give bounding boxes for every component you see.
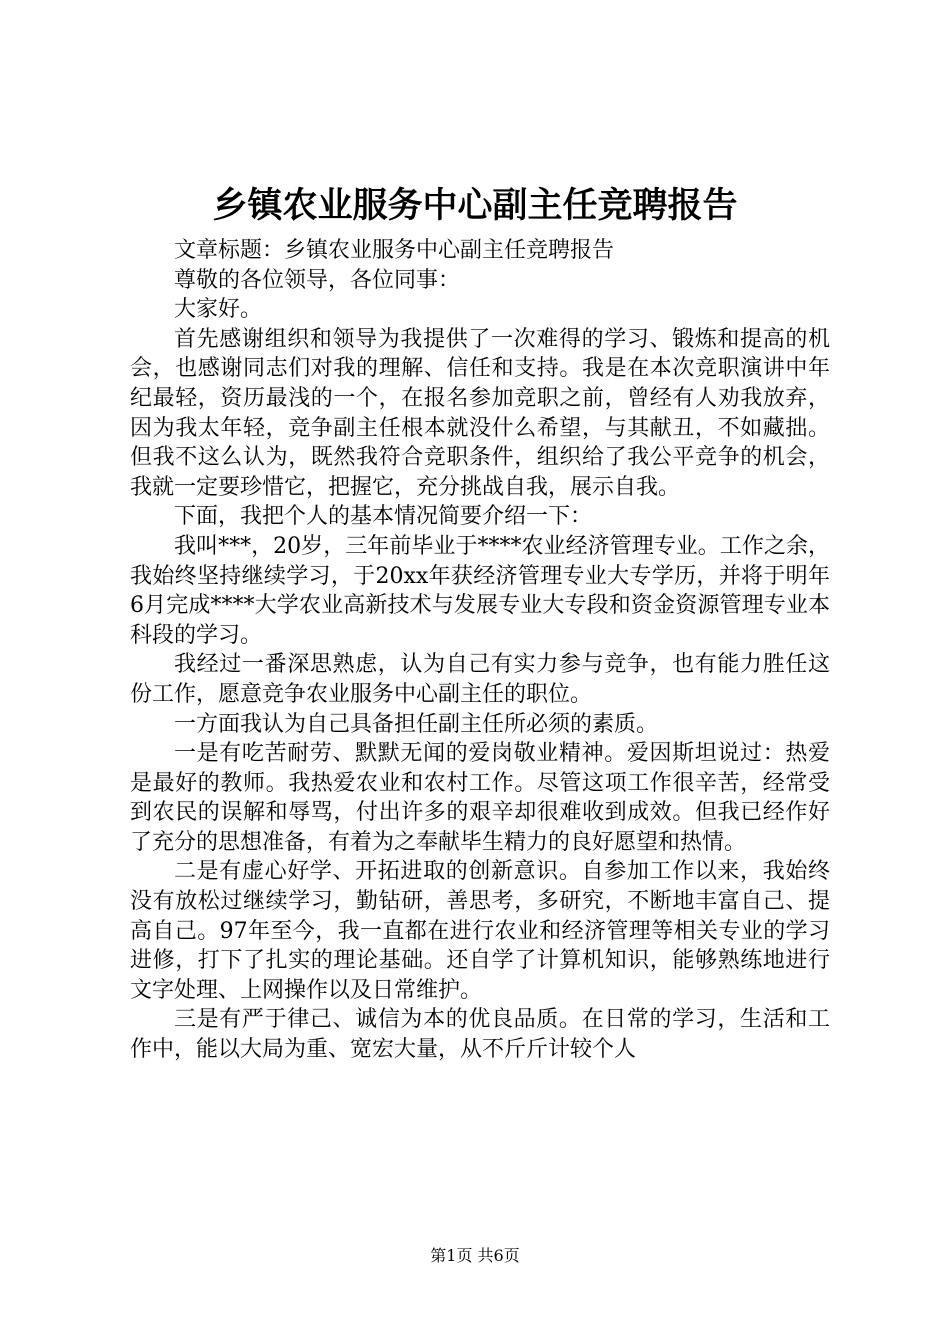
paragraph-greeting: 大家好。 bbox=[174, 297, 263, 323]
paragraph-point-two: 二是有虚心好学、开拓进取的创新意识。自参加工作以来，我始终没有放松过继续学习，勤钻研，善思考，多研究，不断地丰富自己、提高自己。97年至今，我一直都在进行农业和经济管理等相关专业的学习进修，打下了扎实的理论基础。还自学了计算机知识，能够熟练地进行文字处理、上网操作以及日常维护。 bbox=[130, 859, 830, 1003]
document-body bbox=[130, 236, 830, 1065]
paragraph-point-three: 三是有严于律己、诚信为本的优良品质。在日常的学习，生活和工作中，能以大局为重、宽宏大量，从不斤斤计较个人 bbox=[130, 1007, 830, 1063]
paragraph-thanks: 首先感谢组织和领导为我提供了一次难得的学习、锻炼和提高的机会，也感谢同志们对我的理解、信任和支持。我是在本次竞职演讲中年纪最轻，资历最浅的一个，在报名参加竞职之前，曾经有人劝我放弃，因为我太年轻，竞争副主任根本就没什么希望，与其献丑，不如藏拙。但我不这么认为，既然我符合竞职条件，组织给了我公平竞争的机会，我就一定要珍惜它，把握它，充分挑战自我，展示自我。 bbox=[130, 326, 830, 500]
page-footer: 第1页 共6页 bbox=[430, 1246, 520, 1265]
paragraph-intro: 下面，我把个人的基本情况简要介绍一下： bbox=[174, 504, 593, 530]
paragraph-decision: 我经过一番深思熟虑，认为自己有实力参与竞争，也有能力胜任这份工作，愿意竞争农业服务中心副主任的职位。 bbox=[130, 652, 830, 707]
paragraph-point-one: 一是有吃苦耐劳、默默无闻的爱岗敬业精神。爱因斯坦说过：热爱是最好的教师。我热爱农业和农村工作。尽管这项工作很辛苦，经常受到农民的误解和辱骂，付出许多的艰辛却很难收到成效。但我已经作好了充分的思想准备，有着为之奉献毕生精力的良好愿望和热情。 bbox=[130, 741, 830, 855]
paragraph-background: 我叫***，20岁，三年前毕业于****农业经济管理专业。工作之余，我始终坚持继续学习，于20xx年获经济管理专业大专学历，并将于明年6月完成****大学农业高新技术与发展专业大专段和资金资源管理专业本科段的学习。 bbox=[130, 533, 830, 648]
paragraph-article-title: 文章标题：乡镇农业服务中心副主任竞聘报告 bbox=[174, 238, 615, 263]
paragraph-salutation: 尊敬的各位领导，各位同事： bbox=[174, 267, 461, 293]
paragraph-qualities: 一方面我认为自己具备担任副主任所必须的素质。 bbox=[174, 711, 659, 737]
document-title: 乡镇农业服务中心副主任竞聘报告 bbox=[212, 185, 738, 226]
